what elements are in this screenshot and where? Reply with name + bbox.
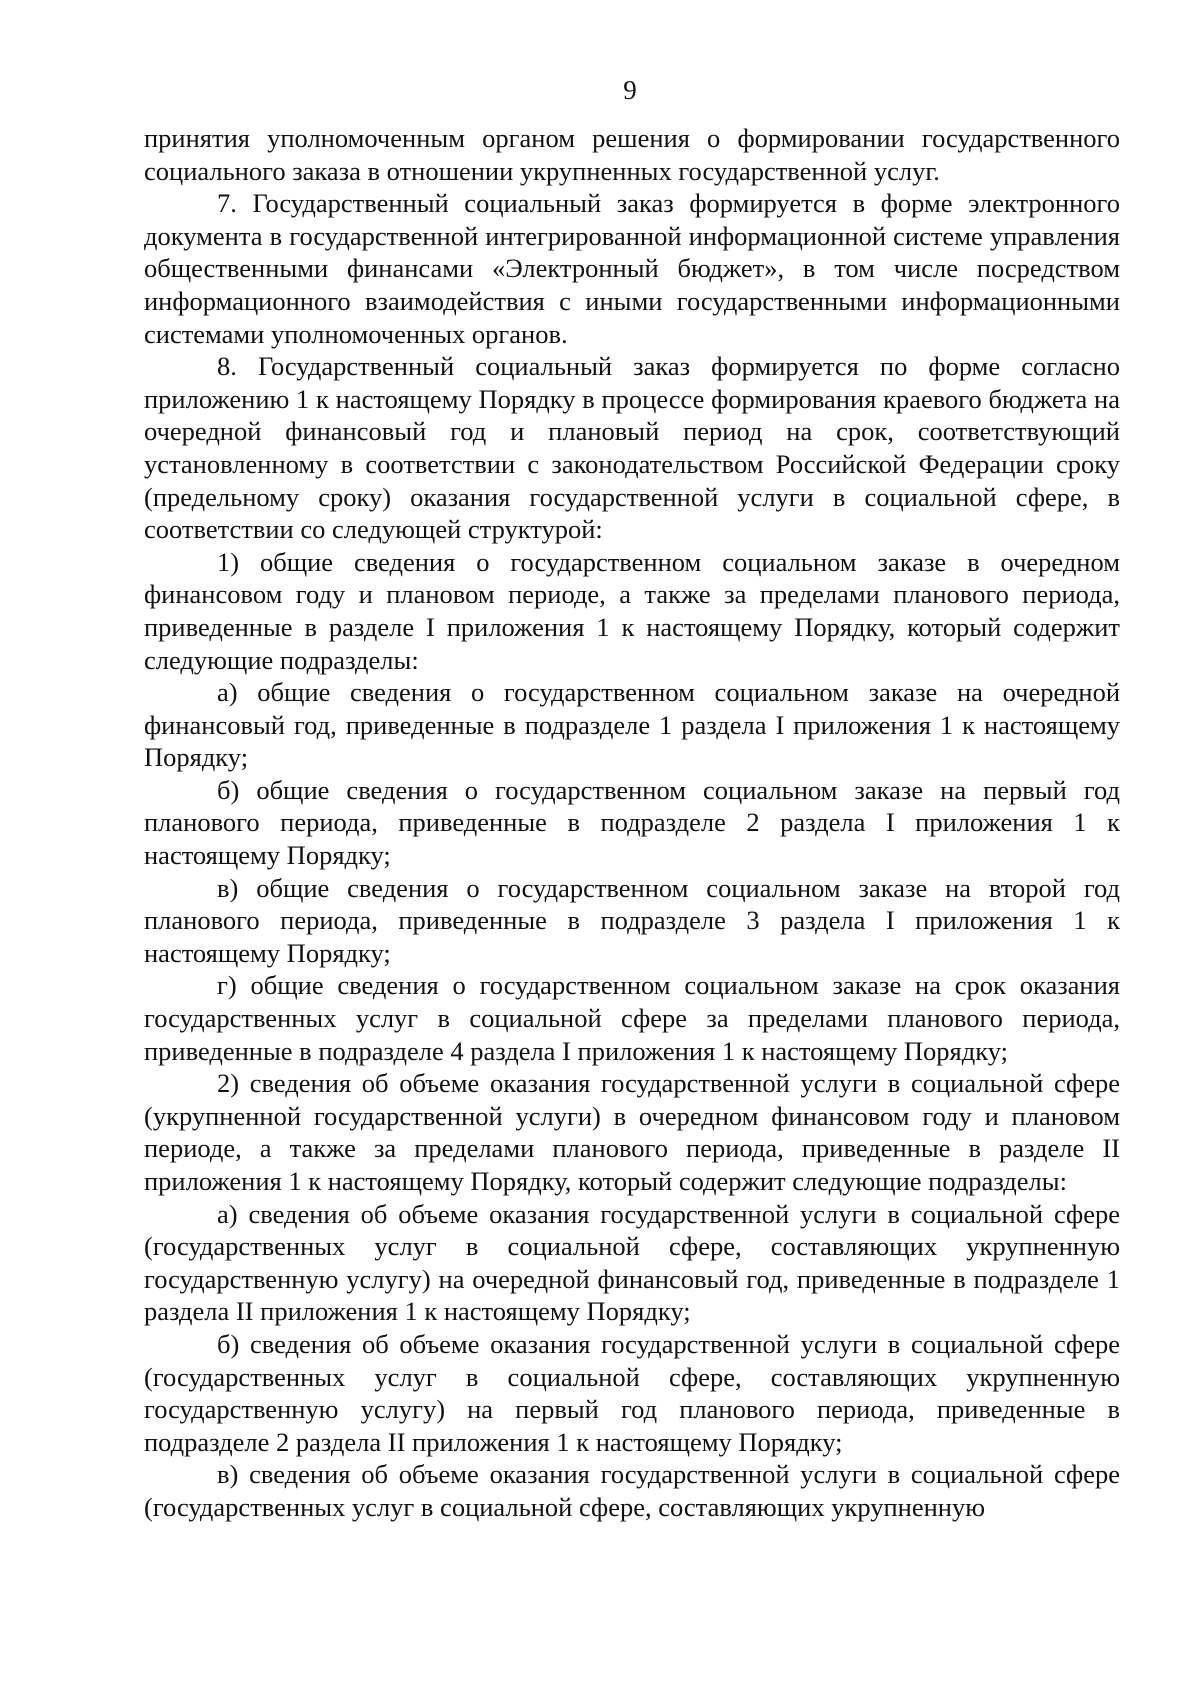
paragraph-continuation: принятия уполномоченным органом решения о формировании государственного социального заказа в отношении укрупненных государственной услуг. — [144, 123, 1120, 186]
subitem-1-b: б) общие сведения о государственном социальном заказе на первый год планового периода, приведенные в подразделе 2 раздела I приложения 1 к настоящему Порядку; — [144, 774, 1120, 871]
subitem-1-g: г) общие сведения о государственном социальном заказе на срок оказания государственных услуг в социальной сфере за пределами планового периода, приведенные в подразделе 4 раздела I приложения 1 к настоящему Порядку; — [144, 970, 1120, 1066]
document-body — [144, 122, 1120, 1524]
subitem-2: 2) сведения об объеме оказания государственной услуги в социальной сфере (укрупненной государственной услуги) в очередном финансовом году и плановом периоде, а также за пределами планового периода, приведенные в разделе II приложения 1 к настоящему Порядку, который содержит следующие подразделы: — [144, 1068, 1120, 1196]
subitem-1-a: а) общие сведения о государственном социальном заказе на очередной финансовый год, приведенные в подразделе 1 раздела I приложения 1 к настоящему Порядку; — [144, 677, 1120, 773]
subitem-1-v: в) общие сведения о государственном социальном заказе на второй год планового периода, приведенные в подразделе 3 раздела I приложения 1 к настоящему Порядку; — [144, 872, 1120, 968]
subitem-2-a: а) сведения об объеме оказания государственной услуги в социальной сфере (государственных услуг в социальной сфере, составляющих укрупненную государственную услугу) на очередной финансовый год, приведенные в подразделе 1 раздела II приложения 1 к настоящему Порядку; — [144, 1198, 1120, 1327]
paragraph-item-7: 7. Государственный социальный заказ формируется в форме электронного документа в государственной интегрированной информационной системе управления общественными финансами «Электронный бюджет», в том числе посредством информационного взаимодействия с иными государственными информационными системами уполномоченных органов. — [144, 188, 1120, 349]
paragraph-item-8: 8. Государственный социальный заказ формируется по форме согласно приложению 1 к настоящему Порядку в процессе формирования краевого бюджета на очередной финансовый год и плановый период на срок, соответствующий установленному в соответствии с законодательством Российской Федерации сроку (предельному сроку) оказания государственной услуги в социальной сфере, в соответствии со следующей структурой: — [144, 351, 1120, 545]
subitem-1: 1) общие сведения о государственном социальном заказе в очередном финансовом году и плановом периоде, а также за пределами планового периода, приведенные в разделе I приложения 1 к настоящему Порядку, который содержит следующие подразделы: — [144, 546, 1120, 675]
subitem-2-v: в) сведения об объеме оказания государственной услуги в социальной сфере (государственных услуг в социальной сфере, составляющих укрупненную — [144, 1459, 1120, 1522]
subitem-2-b: б) сведения об объеме оказания государственной услуги в социальной сфере (государственных услуг в социальной сфере, составляющих укрупненную государственную услугу) на первый год планового периода, приведенные в подразделе 2 раздела II приложения 1 к настоящему Порядку; — [144, 1328, 1120, 1457]
page-number: 9 — [623, 75, 637, 105]
